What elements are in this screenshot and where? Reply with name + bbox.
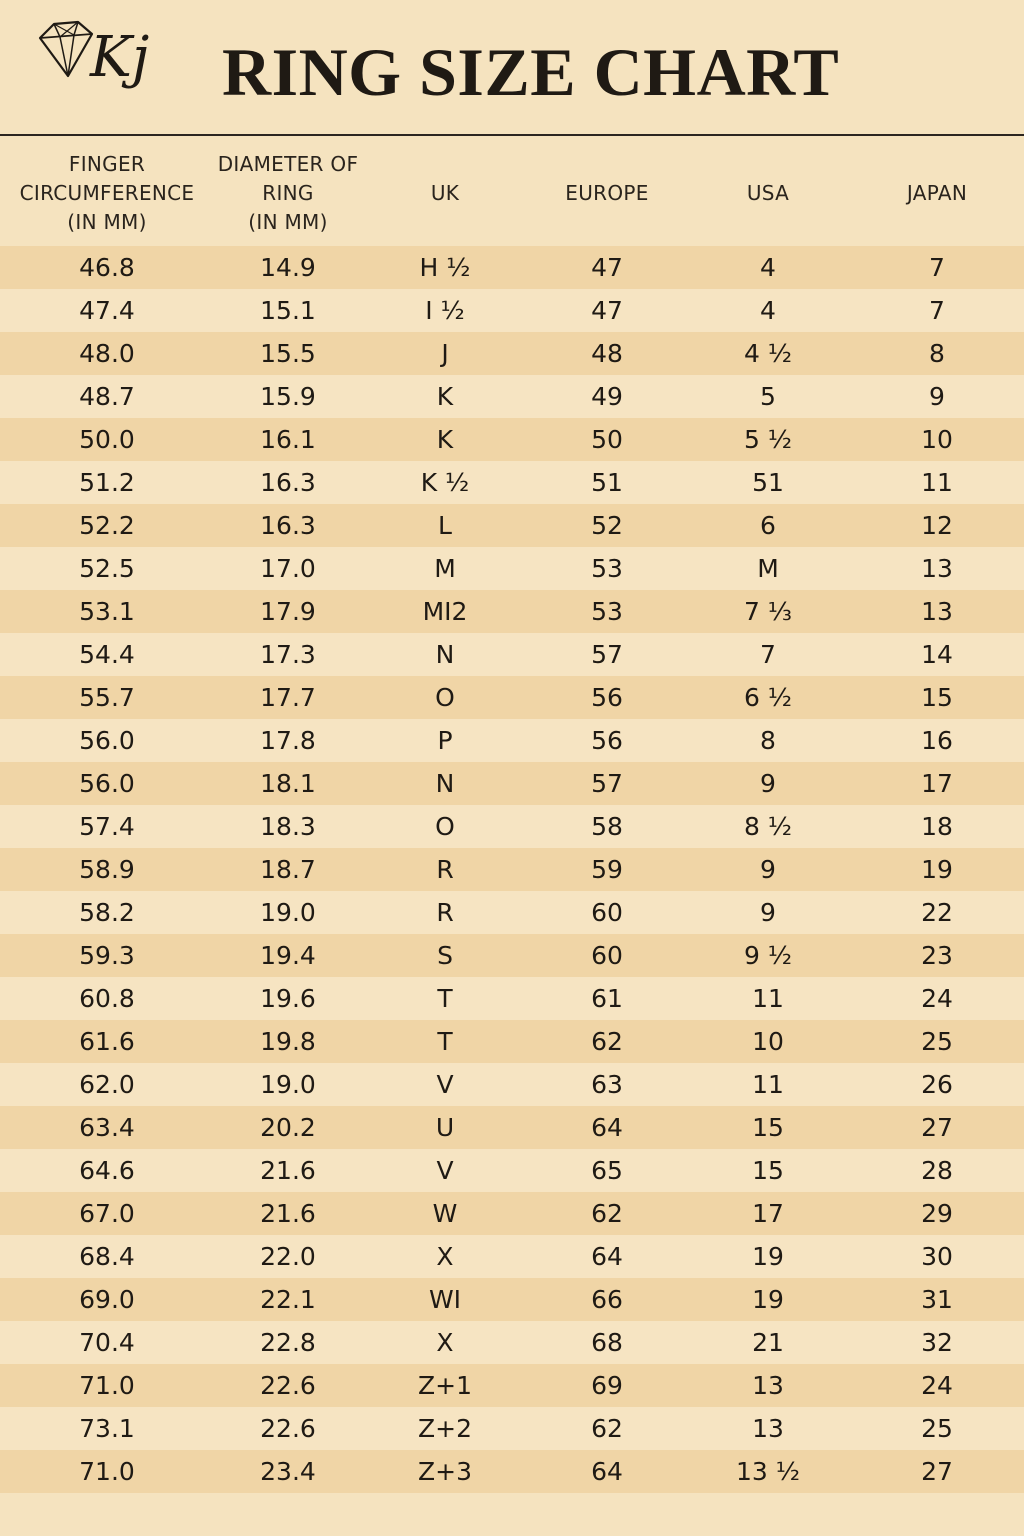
cell-uk: O bbox=[435, 683, 455, 712]
cell-usa: 9 bbox=[760, 855, 776, 884]
table-row bbox=[0, 1192, 1024, 1235]
cell-uk: H ½ bbox=[419, 253, 471, 282]
cell-finger-circumference: 59.3 bbox=[79, 941, 135, 970]
cell-ring-diameter: 19.6 bbox=[260, 984, 316, 1013]
cell-finger-circumference: 55.7 bbox=[79, 683, 135, 712]
cell-finger-circumference: 60.8 bbox=[79, 984, 135, 1013]
cell-ring-diameter: 17.9 bbox=[260, 597, 316, 626]
cell-ring-diameter: 18.7 bbox=[260, 855, 316, 884]
table-header-row bbox=[0, 140, 1024, 246]
cell-japan: 7 bbox=[929, 296, 945, 325]
table-row bbox=[0, 1149, 1024, 1192]
cell-uk: K ½ bbox=[420, 468, 470, 497]
cell-finger-circumference: 54.4 bbox=[79, 640, 135, 669]
cell-uk: X bbox=[436, 1328, 454, 1357]
cell-europe: 62 bbox=[591, 1027, 623, 1056]
cell-uk: P bbox=[437, 726, 453, 755]
page-header bbox=[0, 0, 1024, 136]
cell-finger-circumference: 48.7 bbox=[79, 382, 135, 411]
cell-ring-diameter: 18.3 bbox=[260, 812, 316, 841]
cell-uk: Z+1 bbox=[418, 1371, 472, 1400]
cell-europe: 64 bbox=[591, 1242, 623, 1271]
cell-uk: WI bbox=[428, 1285, 462, 1314]
table-row bbox=[0, 1450, 1024, 1493]
cell-europe: 64 bbox=[591, 1457, 623, 1486]
cell-finger-circumference: 52.2 bbox=[79, 511, 135, 540]
table-row bbox=[0, 590, 1024, 633]
table-row bbox=[0, 418, 1024, 461]
cell-uk: L bbox=[438, 511, 452, 540]
table-row bbox=[0, 719, 1024, 762]
table-row bbox=[0, 633, 1024, 676]
cell-ring-diameter: 16.1 bbox=[260, 425, 316, 454]
cell-europe: 64 bbox=[591, 1113, 623, 1142]
column-header-japan: JAPAN bbox=[906, 180, 968, 205]
cell-ring-diameter: 16.3 bbox=[260, 468, 316, 497]
cell-europe: 53 bbox=[591, 597, 623, 626]
cell-usa: 19 bbox=[752, 1285, 784, 1314]
cell-japan: 24 bbox=[921, 984, 953, 1013]
cell-ring-diameter: 22.0 bbox=[260, 1242, 316, 1271]
cell-finger-circumference: 47.4 bbox=[79, 296, 135, 325]
cell-usa: 15 bbox=[752, 1113, 784, 1142]
cell-uk: I ½ bbox=[425, 296, 465, 325]
cell-europe: 63 bbox=[591, 1070, 623, 1099]
column-header-finger-circumference: FINGER CIRCUMFERENCE (IN MM) bbox=[19, 151, 195, 234]
cell-ring-diameter: 22.6 bbox=[260, 1414, 316, 1443]
cell-ring-diameter: 21.6 bbox=[260, 1156, 316, 1185]
cell-finger-circumference: 61.6 bbox=[79, 1027, 135, 1056]
table-row bbox=[0, 1364, 1024, 1407]
table-row bbox=[0, 461, 1024, 504]
cell-usa: 11 bbox=[752, 984, 784, 1013]
table-row bbox=[0, 1321, 1024, 1364]
cell-usa: 7 bbox=[760, 640, 776, 669]
cell-japan: 28 bbox=[921, 1156, 953, 1185]
table-row bbox=[0, 504, 1024, 547]
cell-usa: 15 bbox=[752, 1156, 784, 1185]
table-row bbox=[0, 1020, 1024, 1063]
cell-uk: V bbox=[436, 1070, 454, 1099]
column-header-uk: UK bbox=[430, 180, 460, 205]
cell-uk: W bbox=[432, 1199, 458, 1228]
cell-uk: V bbox=[436, 1156, 454, 1185]
cell-ring-diameter: 21.6 bbox=[260, 1199, 316, 1228]
cell-uk: T bbox=[437, 1027, 453, 1056]
cell-japan: 25 bbox=[921, 1414, 953, 1443]
cell-ring-diameter: 19.0 bbox=[260, 898, 316, 927]
page-title: RING SIZE CHART bbox=[222, 34, 840, 110]
cell-japan: 18 bbox=[921, 812, 953, 841]
cell-uk: R bbox=[436, 855, 454, 884]
cell-finger-circumference: 52.5 bbox=[79, 554, 135, 583]
cell-europe: 57 bbox=[591, 769, 623, 798]
cell-usa: 5 ½ bbox=[743, 425, 793, 454]
cell-finger-circumference: 50.0 bbox=[79, 425, 135, 454]
cell-ring-diameter: 22.6 bbox=[260, 1371, 316, 1400]
cell-finger-circumference: 62.0 bbox=[79, 1070, 135, 1099]
table-row bbox=[0, 676, 1024, 719]
cell-europe: 58 bbox=[591, 812, 623, 841]
cell-ring-diameter: 18.1 bbox=[260, 769, 316, 798]
table-row bbox=[0, 332, 1024, 375]
cell-usa: 51 bbox=[752, 468, 784, 497]
cell-uk: X bbox=[436, 1242, 454, 1271]
cell-europe: 51 bbox=[591, 468, 623, 497]
column-header-ring-diameter: DIAMETER OF RING (IN MM) bbox=[217, 151, 359, 234]
cell-japan: 11 bbox=[921, 468, 953, 497]
cell-finger-circumference: 71.0 bbox=[79, 1371, 135, 1400]
cell-europe: 60 bbox=[591, 941, 623, 970]
cell-europe: 59 bbox=[591, 855, 623, 884]
cell-ring-diameter: 23.4 bbox=[260, 1457, 316, 1486]
table-row bbox=[0, 1407, 1024, 1450]
cell-japan: 30 bbox=[921, 1242, 953, 1271]
cell-uk: K bbox=[436, 425, 454, 454]
cell-ring-diameter: 15.5 bbox=[260, 339, 316, 368]
cell-uk: O bbox=[435, 812, 455, 841]
table-body bbox=[0, 246, 1024, 1493]
table-row bbox=[0, 1235, 1024, 1278]
table-row bbox=[0, 1106, 1024, 1149]
cell-japan: 13 bbox=[921, 554, 953, 583]
cell-finger-circumference: 46.8 bbox=[79, 253, 135, 282]
cell-ring-diameter: 14.9 bbox=[260, 253, 316, 282]
table-row bbox=[0, 805, 1024, 848]
cell-japan: 19 bbox=[921, 855, 953, 884]
cell-usa: 19 bbox=[752, 1242, 784, 1271]
ring-size-table bbox=[0, 140, 1024, 1493]
cell-uk: Z+2 bbox=[418, 1414, 472, 1443]
cell-ring-diameter: 17.8 bbox=[260, 726, 316, 755]
cell-usa: 13 bbox=[752, 1371, 784, 1400]
cell-japan: 17 bbox=[921, 769, 953, 798]
cell-ring-diameter: 15.1 bbox=[260, 296, 316, 325]
cell-japan: 25 bbox=[921, 1027, 953, 1056]
cell-europe: 69 bbox=[591, 1371, 623, 1400]
cell-japan: 26 bbox=[921, 1070, 953, 1099]
cell-finger-circumference: 68.4 bbox=[79, 1242, 135, 1271]
cell-usa: 4 bbox=[760, 253, 776, 282]
cell-finger-circumference: 73.1 bbox=[79, 1414, 135, 1443]
table-row bbox=[0, 891, 1024, 934]
cell-ring-diameter: 16.3 bbox=[260, 511, 316, 540]
cell-finger-circumference: 70.4 bbox=[79, 1328, 135, 1357]
cell-europe: 48 bbox=[591, 339, 623, 368]
cell-usa: 9 ½ bbox=[743, 941, 793, 970]
cell-uk: Z+3 bbox=[418, 1457, 472, 1486]
cell-europe: 61 bbox=[591, 984, 623, 1013]
cell-japan: 24 bbox=[921, 1371, 953, 1400]
cell-europe: 49 bbox=[591, 382, 623, 411]
cell-usa: 9 bbox=[760, 898, 776, 927]
cell-uk: U bbox=[435, 1113, 455, 1142]
cell-europe: 52 bbox=[591, 511, 623, 540]
cell-japan: 16 bbox=[921, 726, 953, 755]
table-row bbox=[0, 1063, 1024, 1106]
cell-uk: MI2 bbox=[422, 597, 468, 626]
cell-usa: 10 bbox=[752, 1027, 784, 1056]
cell-ring-diameter: 22.1 bbox=[260, 1285, 316, 1314]
cell-usa: 9 bbox=[760, 769, 776, 798]
cell-finger-circumference: 69.0 bbox=[79, 1285, 135, 1314]
cell-uk: T bbox=[437, 984, 453, 1013]
cell-usa: 17 bbox=[752, 1199, 784, 1228]
cell-japan: 27 bbox=[921, 1113, 953, 1142]
table-row bbox=[0, 289, 1024, 332]
cell-europe: 47 bbox=[591, 253, 623, 282]
cell-japan: 10 bbox=[921, 425, 953, 454]
cell-usa: 11 bbox=[752, 1070, 784, 1099]
cell-japan: 12 bbox=[921, 511, 953, 540]
cell-europe: 56 bbox=[591, 683, 623, 712]
cell-japan: 9 bbox=[929, 382, 945, 411]
cell-ring-diameter: 19.8 bbox=[260, 1027, 316, 1056]
table-row bbox=[0, 246, 1024, 289]
cell-usa: 8 bbox=[760, 726, 776, 755]
cell-uk: K bbox=[436, 382, 454, 411]
cell-japan: 31 bbox=[921, 1285, 953, 1314]
cell-japan: 22 bbox=[921, 898, 953, 927]
cell-japan: 8 bbox=[929, 339, 945, 368]
table-row bbox=[0, 934, 1024, 977]
cell-finger-circumference: 56.0 bbox=[79, 769, 135, 798]
cell-finger-circumference: 58.2 bbox=[79, 898, 135, 927]
cell-usa: 6 bbox=[760, 511, 776, 540]
cell-europe: 56 bbox=[591, 726, 623, 755]
cell-usa: 5 bbox=[760, 382, 776, 411]
table-row bbox=[0, 1278, 1024, 1321]
cell-uk: S bbox=[437, 941, 453, 970]
cell-europe: 57 bbox=[591, 640, 623, 669]
cell-usa: 6 ½ bbox=[743, 683, 793, 712]
cell-europe: 66 bbox=[591, 1285, 623, 1314]
column-header-europe: EUROPE bbox=[565, 180, 649, 205]
cell-ring-diameter: 22.8 bbox=[260, 1328, 316, 1357]
table-row bbox=[0, 375, 1024, 418]
cell-uk: N bbox=[435, 640, 455, 669]
cell-finger-circumference: 48.0 bbox=[79, 339, 135, 368]
cell-uk: R bbox=[436, 898, 454, 927]
cell-ring-diameter: 17.0 bbox=[260, 554, 316, 583]
logo-letters: Kj bbox=[90, 25, 150, 90]
cell-japan: 13 bbox=[921, 597, 953, 626]
cell-europe: 47 bbox=[591, 296, 623, 325]
cell-japan: 32 bbox=[921, 1328, 953, 1357]
cell-japan: 29 bbox=[921, 1199, 953, 1228]
cell-ring-diameter: 20.2 bbox=[260, 1113, 316, 1142]
cell-finger-circumference: 58.9 bbox=[79, 855, 135, 884]
cell-finger-circumference: 53.1 bbox=[79, 597, 135, 626]
cell-finger-circumference: 51.2 bbox=[79, 468, 135, 497]
cell-uk: J bbox=[441, 339, 449, 368]
cell-finger-circumference: 63.4 bbox=[79, 1113, 135, 1142]
table-row bbox=[0, 762, 1024, 805]
cell-ring-diameter: 19.0 bbox=[260, 1070, 316, 1099]
cell-usa: 7 ⅓ bbox=[743, 597, 793, 626]
cell-usa: 13 bbox=[752, 1414, 784, 1443]
cell-finger-circumference: 67.0 bbox=[79, 1199, 135, 1228]
cell-finger-circumference: 56.0 bbox=[79, 726, 135, 755]
cell-finger-circumference: 71.0 bbox=[79, 1457, 135, 1486]
table-row bbox=[0, 977, 1024, 1020]
cell-uk: M bbox=[434, 554, 456, 583]
cell-usa: 4 ½ bbox=[743, 339, 793, 368]
brand-logo bbox=[30, 18, 150, 118]
cell-japan: 7 bbox=[929, 253, 945, 282]
cell-ring-diameter: 19.4 bbox=[260, 941, 316, 970]
cell-europe: 50 bbox=[591, 425, 623, 454]
cell-usa: 21 bbox=[752, 1328, 784, 1357]
cell-japan: 15 bbox=[921, 683, 953, 712]
cell-ring-diameter: 15.9 bbox=[260, 382, 316, 411]
table-row bbox=[0, 848, 1024, 891]
cell-japan: 23 bbox=[921, 941, 953, 970]
cell-europe: 53 bbox=[591, 554, 623, 583]
cell-usa: 8 ½ bbox=[743, 812, 793, 841]
cell-usa: 4 bbox=[760, 296, 776, 325]
column-header-usa: USA bbox=[746, 180, 790, 205]
cell-europe: 62 bbox=[591, 1199, 623, 1228]
cell-europe: 62 bbox=[591, 1414, 623, 1443]
cell-usa: 13 ½ bbox=[736, 1457, 800, 1486]
cell-finger-circumference: 57.4 bbox=[79, 812, 135, 841]
cell-usa: M bbox=[757, 554, 779, 583]
cell-europe: 68 bbox=[591, 1328, 623, 1357]
cell-europe: 65 bbox=[591, 1156, 623, 1185]
cell-ring-diameter: 17.7 bbox=[260, 683, 316, 712]
cell-uk: N bbox=[435, 769, 455, 798]
cell-finger-circumference: 64.6 bbox=[79, 1156, 135, 1185]
cell-ring-diameter: 17.3 bbox=[260, 640, 316, 669]
cell-japan: 14 bbox=[921, 640, 953, 669]
cell-japan: 27 bbox=[921, 1457, 953, 1486]
table-row bbox=[0, 547, 1024, 590]
cell-europe: 60 bbox=[591, 898, 623, 927]
